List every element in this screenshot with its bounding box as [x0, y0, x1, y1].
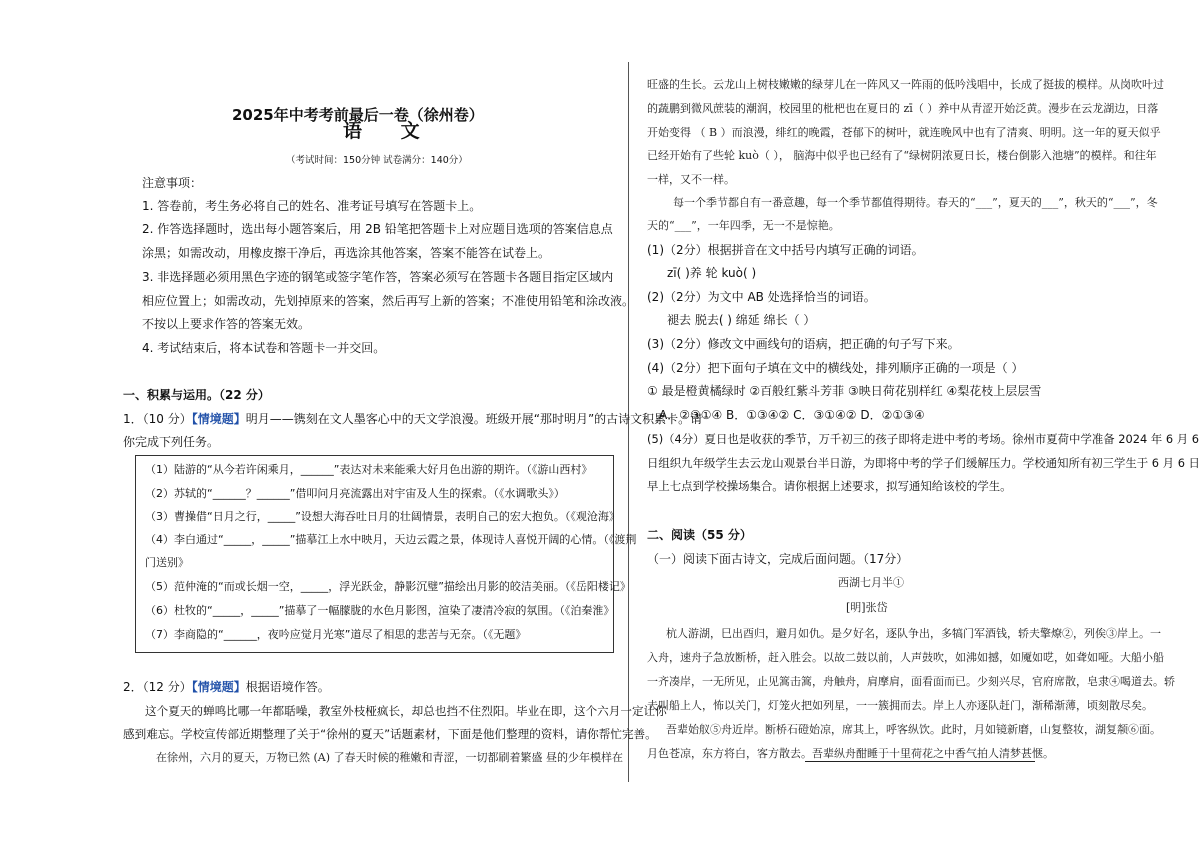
exam-info: （考试时间：150分钟 试卷满分：140分）	[286, 155, 468, 166]
subquestion: (1)（2分）根据拼音在文中括号内填写正确的词语。	[647, 243, 924, 257]
subquestion: (5)（4分）夏日也是收获的季节，万千初三的孩子即将走进中考的考场。徐州市夏荷中学准备 2024 年 6 月 6	[647, 432, 1199, 446]
q1-answer-box	[135, 455, 614, 653]
q1-item: （6）杜牧的“_____，_____”描摹了一幅朦胧的水色月影图，渲染了凄清冷寂的氛围。（《泊秦淮》	[145, 604, 615, 617]
q1-item: （2）苏轼的“______？______”借叩问月亮流露出对宇宙及人生的探索。（《水调歌头》）	[145, 487, 565, 500]
q2-text: 根据语境作答。	[245, 680, 330, 694]
notice-line: 1. 答卷前，考生务必将自己的姓名、准考证号填写在答题卡上。	[142, 199, 482, 213]
q1-prefix: 1．（10 分）	[123, 412, 192, 426]
q2-prefix: 2．（12 分）	[123, 680, 192, 694]
q1-line2: 你完成下列任务。	[123, 435, 220, 449]
passage-line: 的蔬鹏到微风蔗装的潮润，校园里的枇杷也在夏日的 zī（ ）养中从青涩开始泛黄。漫步在云龙湖边，日落	[647, 102, 1159, 115]
subquestion: 褪去 脱去( ) 绵延 绵长（ ）	[667, 313, 816, 327]
passage-line: 天的“___”，一年四季，无一不是惊艳。	[647, 219, 840, 232]
notice-line: 4. 考试结束后，将本试卷和答题卡一并交回。	[142, 341, 386, 355]
q2-para: 在徐州，六月的夏天，万物已然 (A) 了春天时候的稚嫩和青涩，一切都刷着繁盛 昼的少年模样在	[156, 751, 624, 764]
subquestion: (2)（2分）为文中 AB 处选择恰当的词语。	[647, 290, 876, 304]
q2-para: 这个夏天的蝉鸣比哪一年都聒噪，教室外枝桠疯长，却总也挡不住烈阳。毕业在即，这个六月一定让你	[145, 704, 667, 718]
q1-item: （1）陆游的“从今若许闲乘月，______”表达对未来能乘大好月色出游的期许。（《游山西村》	[145, 463, 593, 476]
passage-line: 旺盛的生长。云龙山上树枝嫩嫩的绿芽儿在一阵风又一阵雨的低吟浅唱中，长成了挺拔的模样。从岗吹叶过	[647, 78, 1164, 91]
prose-line: 月色苍凉，东方将白，客方散去。吾辈纵舟酣睡于十里荷花之中香气拍人清梦甚惬。	[647, 747, 1054, 760]
subject-title: 语 文	[343, 120, 436, 142]
q1-tag: 【情境题】	[191, 412, 246, 426]
section2-sub1: （一）阅读下面古诗文，完成后面问题。（17分）	[647, 552, 909, 566]
notice-line: 2. 作答选择题时，选出每小题答案后，用 2B 铅笔把答题卡上对应题目选项的答案信息点	[142, 222, 613, 236]
exam-title: 2025年中考考前最后一卷（徐州卷）	[232, 106, 484, 124]
notice-line: 3. 非选择题必须用黑色字迹的钢笔或签字笔作答，答案必须写在答题卡各题目指定区域内	[142, 270, 614, 284]
prose-line: 一齐凑岸，一无所见，止见篙击篙，舟触舟，肩摩肩，面看面而已。少刻兴尽，官府席散，皂隶④喝道去。轿	[647, 675, 1175, 688]
q2-line1	[123, 680, 330, 694]
q2-para: 感到难忘。学校宣传部近期整理了关于“徐州的夏天”话题素材，下面是他们整理的资料，请你帮忙完善。	[123, 727, 657, 741]
notice-line: 涂黑；如需改动，用橡皮擦干净后，再选涂其他答案，答案不能答在试卷上。	[142, 246, 551, 260]
prose-line: 夫叫船上人，怖以关门，灯笼火把如列星，一一簇拥而去。岸上人亦逐队赶门，渐稀渐薄，顷刻散尽矣。	[647, 699, 1153, 712]
passage-line: 一样，又不一样。	[647, 173, 735, 186]
notice-line: 相应位置上；如需改动，先划掉原来的答案，然后再写上新的答案；不准使用铅笔和涂改液。	[142, 294, 635, 308]
q2-tag: 【情境题】	[191, 680, 246, 694]
passage-line: 已经开始有了些轮 kuò（ ）， 脑海中似乎也已经有了“绿树阴浓夏日长，楼台倒影入池塘”的模样。和往年	[647, 149, 1157, 162]
q1-item: （3）曹操借“日月之行，_____”设想大海吞吐日月的壮阔情景，表明自己的宏大抱负。（《观沧海》	[145, 510, 620, 523]
underline-mark	[805, 761, 1035, 762]
section2-heading: 二、阅读（55 分）	[647, 528, 752, 542]
subquestion: (4)（2分）把下面句子填在文中的横线处，排列顺序正确的一项是（ ）	[647, 361, 1024, 375]
notice-line: 不按以上要求作答的答案无效。	[142, 317, 311, 331]
prose-line: 入舟，速舟子急放断桥，赶入胜会。以故二鼓以前，人声鼓吹，如沸如撼，如魇如呓，如聋如哑。大船小船	[647, 651, 1164, 664]
subquestion: ① 最是橙黄橘绿时 ②百般红紫斗芳菲 ③映日荷花别样红 ④梨花枝上层层雪	[647, 384, 1042, 398]
subquestion: A．②③①④ B．①③④② C．③①④② D．②①③④	[659, 408, 925, 422]
subquestion: 日组织九年级学生去云龙山观景台半日游，为即将中考的学子们缓解压力。学校通知所有初三学生于 6 月 6 日	[647, 456, 1200, 470]
subquestion: zī( )养 轮 kuò( )	[667, 266, 757, 280]
subquestion: (3)（2分）修改文中画线句的语病，把正确的句子写下来。	[647, 337, 960, 351]
subquestion: 早上七点到学校操场集合。请你根据上述要求，拟写通知给该校的学生。	[647, 479, 1012, 493]
q1-item: 门送别》	[145, 556, 189, 569]
poem-author: [明]张岱	[846, 601, 888, 614]
q1-item: （7）李商隐的“______，夜吟应觉月光寒”道尽了相思的悲苦与无奈。（《无题》	[145, 628, 527, 641]
poem-title: 西湖七月半①	[838, 576, 904, 589]
notice-heading: 注意事项：	[142, 176, 203, 190]
passage-line: 开始变得 （ B ）而浪漫，绯红的晚霞，苍郁下的树叶，就连晚风中也有了清爽、明明。这一年的夏天似乎	[647, 126, 1161, 139]
q1-text: 明月——镌刻在文人墨客心中的天文学浪漫。班级开展“那时明月”的古诗文积累卡。请	[245, 412, 703, 426]
section1-heading: 一、积累与运用。（22 分）	[123, 388, 270, 402]
prose-line: 吾辈始舣⑤舟近岸。断桥石磴始凉，席其上，呼客纵饮。此时，月如镜新磨，山复整妆，湖复颒⑥面。	[666, 723, 1161, 736]
q1-item: （5）范仲淹的“而或长烟一空，_____，浮光跃金，静影沉璧”描绘出月影的皎洁美丽。（《岳阳楼记》	[145, 580, 631, 593]
q1-line1	[123, 412, 702, 426]
q1-item: （4）李白通过“_____，_____”描摹江上水中映月，天边云霞之景，体现诗人喜悦开阔的心情。（《渡荆	[145, 533, 637, 546]
passage-line: 每一个季节都自有一番意趣，每一个季节都值得期待。春天的“___”，夏天的___”，秋天的“___”，冬	[673, 196, 1158, 209]
prose-line: 杭人游湖，巳出酉归，避月如仇。是夕好名，逐队争出，多犒门军酒钱，轿夫擎燎②，列俟③岸上。一	[666, 627, 1161, 640]
